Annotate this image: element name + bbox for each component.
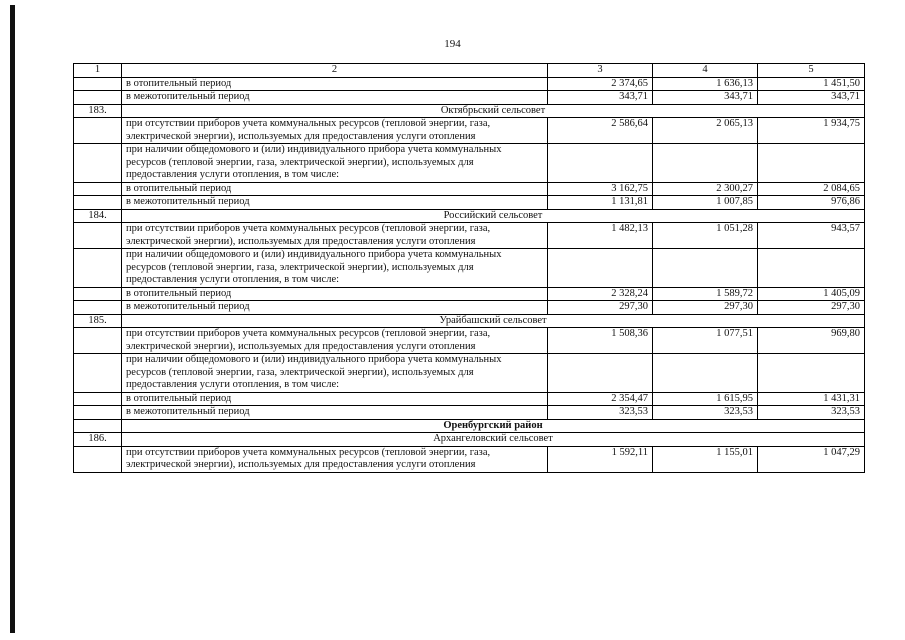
value-col-3: [548, 249, 653, 288]
table-row: [74, 406, 865, 420]
row-index: [74, 328, 122, 354]
section-title: Урайбашский сельсовет: [122, 314, 865, 328]
value-col-5: 1 431,31: [758, 392, 865, 406]
table-row: [74, 354, 865, 393]
column-header-5: 5: [758, 64, 865, 78]
value-col-4: 1 636,13: [653, 77, 758, 91]
row-index: [74, 118, 122, 144]
row-label: в отопительный период: [122, 392, 548, 406]
row-label: при отсутствии приборов учета коммунальных ресурсов (тепловой энергии, газа, электрической энергии), используемых для предоставления услуги отопления: [122, 328, 548, 354]
section-title: Российский сельсовет: [122, 209, 865, 223]
value-col-4: 1 051,28: [653, 223, 758, 249]
table-row: [74, 249, 865, 288]
row-label: при наличии общедомового и (или) индивидуального прибора учета коммунальных ресурсов (тепловой энергии, газа, электрической энергии), используемых для предоставления услуги отопления, в том числе:: [122, 249, 548, 288]
value-col-3: 2 354,47: [548, 392, 653, 406]
row-index: [74, 223, 122, 249]
row-index: [74, 249, 122, 288]
row-index: [74, 287, 122, 301]
value-col-3: [548, 354, 653, 393]
row-index: [74, 182, 122, 196]
table-row: [74, 196, 865, 210]
value-col-5: 297,30: [758, 301, 865, 315]
row-label: при наличии общедомового и (или) индивидуального прибора учета коммунальных ресурсов (тепловой энергии, газа, электрической энергии), используемых для предоставления услуги отопления, в том числе:: [122, 354, 548, 393]
section-index: 184.: [74, 209, 122, 223]
district-index-empty: [74, 419, 122, 433]
value-col-5: [758, 249, 865, 288]
value-col-3: 1 131,81: [548, 196, 653, 210]
value-col-5: [758, 144, 865, 183]
value-col-4: 297,30: [653, 301, 758, 315]
section-index: 185.: [74, 314, 122, 328]
row-label: при отсутствии приборов учета коммунальных ресурсов (тепловой энергии, газа, электрической энергии), используемых для предоставления услуги отопления: [122, 223, 548, 249]
table-row: [74, 118, 865, 144]
table-row: [74, 144, 865, 183]
value-col-4: [653, 354, 758, 393]
table-row: [74, 328, 865, 354]
row-label: при наличии общедомового и (или) индивидуального прибора учета коммунальных ресурсов (тепловой энергии, газа, электрической энергии), используемых для предоставления услуги отопления, в том числе:: [122, 144, 548, 183]
value-col-4: 1 615,95: [653, 392, 758, 406]
binding-strip: [10, 5, 15, 633]
row-index: [74, 144, 122, 183]
table-row: [74, 301, 865, 315]
value-col-5: 1 451,50: [758, 77, 865, 91]
section-row: [74, 209, 865, 223]
value-col-4: 1 007,85: [653, 196, 758, 210]
table-row: [74, 392, 865, 406]
value-col-3: 2 328,24: [548, 287, 653, 301]
row-index: [74, 91, 122, 105]
value-col-5: 1 934,75: [758, 118, 865, 144]
row-index: [74, 77, 122, 91]
value-col-3: 1 508,36: [548, 328, 653, 354]
value-col-3: 297,30: [548, 301, 653, 315]
value-col-4: 1 155,01: [653, 446, 758, 472]
value-col-5: 969,80: [758, 328, 865, 354]
table-row: [74, 182, 865, 196]
value-col-3: 1 592,11: [548, 446, 653, 472]
column-header-row: [74, 64, 865, 78]
district-row: [74, 419, 865, 433]
value-col-3: 1 482,13: [548, 223, 653, 249]
row-index: [74, 301, 122, 315]
value-col-5: 943,57: [758, 223, 865, 249]
value-col-3: 3 162,75: [548, 182, 653, 196]
section-row: [74, 314, 865, 328]
value-col-4: [653, 249, 758, 288]
table-body: [74, 77, 865, 472]
value-col-5: 976,86: [758, 196, 865, 210]
table-row: [74, 223, 865, 249]
value-col-4: [653, 144, 758, 183]
page-number: 194: [444, 38, 461, 50]
section-title: Архангеловский сельсовет: [122, 433, 865, 447]
value-col-5: 1 405,09: [758, 287, 865, 301]
value-col-4: 343,71: [653, 91, 758, 105]
value-col-3: [548, 144, 653, 183]
table-row: [74, 77, 865, 91]
table-row: [74, 287, 865, 301]
section-index: 183.: [74, 104, 122, 118]
value-col-4: 323,53: [653, 406, 758, 420]
row-index: [74, 446, 122, 472]
tariff-table: [73, 63, 865, 473]
value-col-3: 323,53: [548, 406, 653, 420]
value-col-4: 1 077,51: [653, 328, 758, 354]
section-title: Октябрьский сельсовет: [122, 104, 865, 118]
value-col-5: 343,71: [758, 91, 865, 105]
value-col-4: 2 065,13: [653, 118, 758, 144]
row-label: в отопительный период: [122, 77, 548, 91]
row-index: [74, 392, 122, 406]
column-header-2: 2: [122, 64, 548, 78]
section-index: 186.: [74, 433, 122, 447]
row-label: в межотопительный период: [122, 196, 548, 210]
value-col-5: [758, 354, 865, 393]
row-index: [74, 354, 122, 393]
column-header-4: 4: [653, 64, 758, 78]
row-label: в межотопительный период: [122, 91, 548, 105]
value-col-5: 2 084,65: [758, 182, 865, 196]
value-col-4: 1 589,72: [653, 287, 758, 301]
row-label: в межотопительный период: [122, 301, 548, 315]
section-row: [74, 433, 865, 447]
row-index: [74, 196, 122, 210]
row-label: в отопительный период: [122, 287, 548, 301]
row-label: в отопительный период: [122, 182, 548, 196]
table-row: [74, 91, 865, 105]
row-index: [74, 406, 122, 420]
value-col-3: 2 374,65: [548, 77, 653, 91]
row-label: в межотопительный период: [122, 406, 548, 420]
value-col-3: 343,71: [548, 91, 653, 105]
district-title: Оренбургский район: [122, 419, 865, 433]
value-col-4: 2 300,27: [653, 182, 758, 196]
value-col-5: 1 047,29: [758, 446, 865, 472]
value-col-3: 2 586,64: [548, 118, 653, 144]
row-label: при отсутствии приборов учета коммунальных ресурсов (тепловой энергии, газа, электрической энергии), используемых для предоставления услуги отопления: [122, 446, 548, 472]
table-row: [74, 446, 865, 472]
column-header-1: 1: [74, 64, 122, 78]
row-label: при отсутствии приборов учета коммунальных ресурсов (тепловой энергии, газа, электрической энергии), используемых для предоставления услуги отопления: [122, 118, 548, 144]
column-header-3: 3: [548, 64, 653, 78]
section-row: [74, 104, 865, 118]
value-col-5: 323,53: [758, 406, 865, 420]
